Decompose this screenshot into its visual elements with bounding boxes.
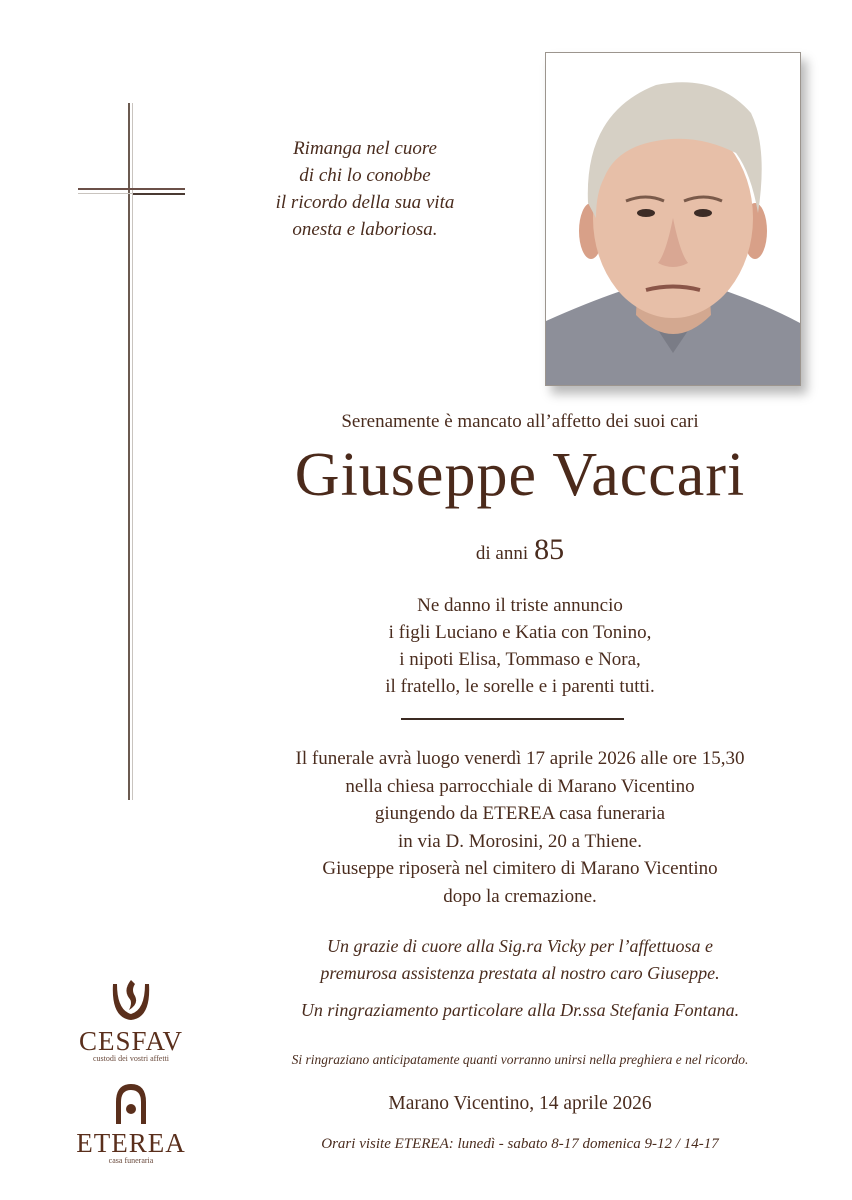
cross-horizontal-bar — [78, 188, 185, 190]
epitaph-line: Rimanga nel cuore — [293, 138, 437, 159]
announcement-line: il fratello, le sorelle e i parenti tutti. — [385, 676, 655, 697]
arch-dot-icon — [113, 1082, 149, 1124]
eterea-name: ETEREA — [76, 1128, 186, 1158]
cross-horizontal-shadow — [133, 193, 185, 195]
epitaph-quote — [250, 135, 480, 243]
thanks-general: Si ringraziano anticipatamente quanti vorranno unirsi nella preghiera e nel ricordo. — [291, 1052, 749, 1067]
visiting-hours: Orari visite ETEREA: lunedì - sabato 8-17 domenica 9-12 / 14-17 — [321, 1136, 719, 1152]
cesfav-name: CESFAV — [78, 1026, 184, 1056]
cross-vertical-bar — [128, 103, 130, 800]
funeral-line: giungendo da ETEREA casa funeraria — [374, 803, 666, 824]
announcement-line: i nipoti Elisa, Tommaso e Nora, — [399, 649, 641, 670]
cross-vertical-highlight — [132, 103, 133, 800]
thanks-doctor: Un ringraziamento particolare alla Dr.ssa Stefania Fontana. — [300, 1000, 740, 1020]
deceased-name: Giuseppe Vaccari — [294, 441, 746, 509]
thanks-caregiver — [230, 933, 810, 987]
epitaph-line: di chi lo conobbe — [299, 165, 431, 186]
place-date: Marano Vicentino, 14 aprile 2026 — [388, 1093, 652, 1114]
age-value: 85 — [534, 533, 565, 566]
thanks-line: Un grazie di cuore alla Sig.ra Vicky per l’affettuosa e — [327, 936, 713, 956]
age-line — [420, 533, 620, 567]
funeral-line: Giuseppe riposerà nel cimitero di Marano Vicentino — [322, 858, 718, 879]
flame-tulip-icon — [109, 980, 153, 1022]
section-divider — [401, 718, 624, 720]
portrait-photo — [545, 52, 801, 386]
cesfav-tagline: custodi dei vostri affetti — [92, 1054, 170, 1063]
thanks-line: premurosa assistenza prestata al nostro caro Giuseppe. — [320, 963, 720, 983]
eterea-tagline: casa funeraria — [108, 1156, 154, 1165]
announcement-line: Ne danno il triste annuncio — [417, 595, 623, 616]
funeral-line: Il funerale avrà luogo venerdì 17 aprile 2026 alle ore 15,30 — [295, 748, 745, 769]
funeral-line: nella chiesa parrocchiale di Marano Vicentino — [345, 775, 695, 797]
cesfav-logo — [70, 980, 192, 1063]
announcement-line: i figli Luciano e Katia con Tonino, — [388, 622, 652, 643]
age-label: di anni — [475, 543, 529, 564]
funeral-line: in via D. Morosini, 20 a Thiene. — [398, 830, 642, 852]
funeral-line: dopo la cremazione. — [443, 885, 597, 907]
epitaph-line: onesta e laboriosa. — [292, 219, 438, 240]
announcement — [300, 592, 740, 700]
eterea-logo — [70, 1082, 192, 1165]
intro-text: Serenamente è mancato all’affetto dei suoi cari — [341, 411, 699, 432]
epitaph-line: il ricordo della sua vita — [275, 192, 455, 213]
funeral-details — [230, 745, 810, 910]
